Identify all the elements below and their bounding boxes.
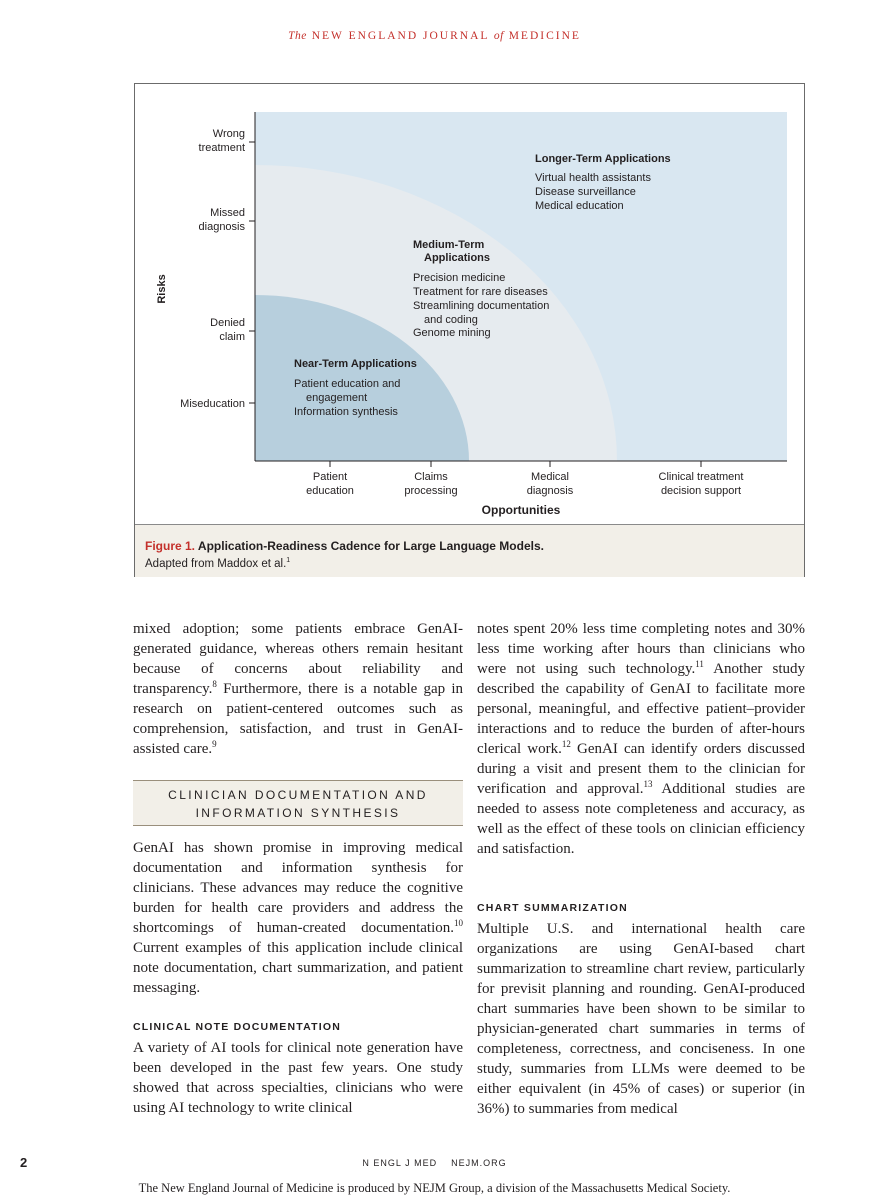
footer-journal — [0, 1158, 869, 1168]
y-tick-label: Missed — [210, 207, 245, 219]
x-axis-label: Opportunities — [481, 503, 561, 517]
longer-term-item: Virtual health assistants — [535, 172, 651, 184]
longer-term-item: Disease surveillance — [535, 186, 636, 198]
y-tick-label: claim — [219, 331, 245, 343]
medium-term-item: Streamlining documentation — [413, 300, 550, 312]
medium-term-item: Treatment for rare diseases — [413, 286, 548, 298]
caption-title: Application-Readiness Cadence for Large Language Models. — [197, 539, 544, 553]
y-tick-label: Miseducation — [180, 398, 245, 410]
caption-source-ref: 1 — [286, 557, 291, 565]
footer-site: NEJM.ORG — [451, 1158, 507, 1168]
section-heading-line: CLINICIAN DOCUMENTATION AND — [168, 788, 428, 802]
y-tick-label: Denied — [210, 317, 245, 329]
caption-source: Adapted from Maddox et al. — [145, 558, 287, 570]
y-axis-label: Risks — [156, 274, 168, 304]
running-head — [0, 30, 869, 42]
x-tick-label: Clinical treatment — [658, 471, 744, 483]
medium-term-item: Genome mining — [413, 327, 491, 339]
x-tick-label: education — [306, 485, 354, 497]
medium-term-title: Applications — [424, 252, 491, 264]
right-column-lower — [477, 919, 805, 1119]
left-column — [133, 619, 463, 759]
reference-superscript: 10 — [454, 918, 463, 928]
left-column-lower — [133, 838, 463, 998]
x-tick-label: Claims — [414, 471, 448, 483]
subhead-clinical-note: CLINICAL NOTE DOCUMENTATION — [133, 1021, 341, 1033]
x-tick-label: diagnosis — [526, 485, 574, 497]
subhead-chart-summarization: CHART SUMMARIZATION — [477, 902, 628, 914]
caption-source-line — [145, 558, 290, 570]
medium-term-title: Medium-Term — [413, 239, 485, 251]
section-heading — [133, 780, 463, 826]
reference-superscript: 9 — [212, 739, 217, 749]
y-tick-label: Wrong — [212, 128, 245, 140]
running-head-of: of — [493, 30, 504, 42]
longer-term-item: Medical education — [535, 200, 624, 212]
y-tick-label: treatment — [198, 142, 245, 154]
medium-term-item: and coding — [424, 314, 478, 326]
reference-superscript: 11 — [695, 659, 704, 669]
longer-term-title: Longer-Term Applications — [535, 153, 671, 165]
footer-journal-name: N ENGL J MED — [362, 1158, 438, 1168]
figure-number: Figure 1. — [145, 539, 196, 553]
medium-term-item: Precision medicine — [413, 272, 506, 284]
figure-1 — [134, 83, 805, 577]
running-head-suffix: MEDICINE — [508, 30, 581, 42]
right-column — [477, 619, 805, 859]
running-head-prefix: The — [288, 30, 307, 42]
section-heading-line: INFORMATION SYNTHESIS — [195, 806, 401, 820]
x-tick-label: Patient — [312, 471, 348, 483]
x-tick-label: processing — [404, 485, 458, 497]
reference-superscript: 8 — [212, 679, 217, 689]
near-term-item: Information synthesis — [294, 406, 398, 418]
y-tick-label: diagnosis — [198, 221, 245, 233]
paragraph: mixed adoption; some patients embrace GenAI-generated guidance, whereas others remain hesitant because of concerns about reliability and transparency.$^8$ Furthermore, there is a notable gap in research on patient-centered outcomes such as comprehension, satisfaction, and trust in GenAI-assisted care.$^9$ — [133, 621, 463, 757]
caption-title-line — [145, 539, 544, 553]
near-term-title: Near-Term Applications — [294, 358, 417, 370]
reference-superscript: 12 — [561, 739, 571, 749]
footer-note: The New England Journal of Medicine is produced by NEJM Group, a division of the Massachusetts Medical Society. — [138, 1181, 731, 1195]
near-term-item: Patient education and — [294, 378, 401, 390]
x-tick-label: Medical — [531, 471, 569, 483]
paragraph: Multiple U.S. and international health care organizations are using GenAI-based chart summarization to streamline chart review, particularly for previsit planning and rounding. GenAI-produced chart summaries have been shown to be similar to physician-generated chart summaries in terms of completeness, correctness, and conciseness. In one study, summaries from LLMs were deemed to be either equivalent (in 45% of cases) or superior (in 36%) to summaries from medical — [477, 921, 805, 1117]
figure-caption — [135, 524, 804, 577]
near-term-item: engagement — [306, 392, 368, 404]
paragraph: A variety of AI tools for clinical note generation have been developed in the past few years. One study showed that across specialties, clinicians who were using AI technology to write clinical — [133, 1040, 463, 1116]
reference-superscript: 13 — [643, 779, 653, 789]
left-column-bottom — [133, 1038, 463, 1118]
paragraph: GenAI has shown promise in improving medical documentation and information synthesis for clinicians. These advances may reduce the cognitive burden for health care providers and address the shortcomings of human-created documentation.$^{10}$ Current examples of this application include clinical note documentation, chart summarization, and patient messaging. — [133, 840, 463, 996]
figure-diagram — [135, 84, 804, 524]
running-head-main: NEW ENGLAND JOURNAL — [311, 30, 489, 42]
paragraph: notes spent 20% less time completing notes and 30% less time working after hours than clinicians who were not using such technology.$^{11}$ Another study described the capability of GenAI to facilitate more personal, meaningful, and effective patient–provider interactions and to reduce the burden of after-hours clerical work.$^{12}$ GenAI can identify orders discussed during a visit and present them to the clinician for verification and approval.$^{13}$ Additional studies are needed to assess note completeness and accuracy, as well as the effect of these tools on clinician efficiency and satisfaction. — [477, 621, 805, 857]
x-tick-label: decision support — [660, 485, 742, 497]
page-number: 2 — [20, 1155, 28, 1170]
